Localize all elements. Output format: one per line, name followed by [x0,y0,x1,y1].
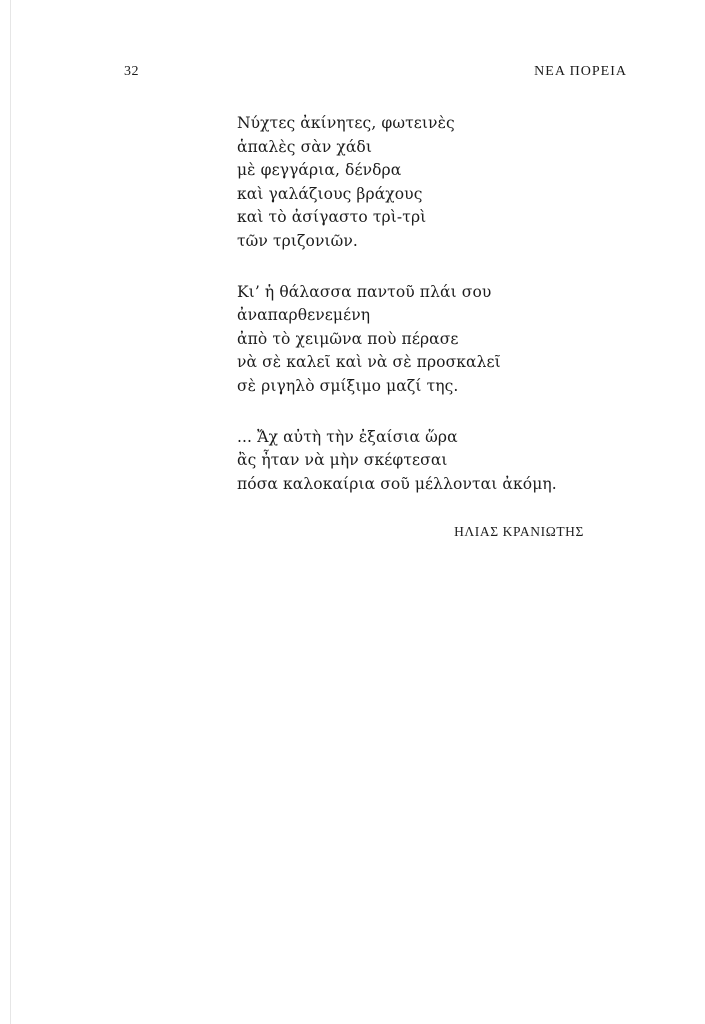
poem-line: τῶν τριζονιῶν. [237,231,358,250]
poem-line: πόσα καλοκαίρια σοῦ μέλλονται ἀκόμη. [237,474,557,493]
scan-edge-line [10,0,11,1024]
poem-author: ΗΛΙΑΣ ΚΡΑΝΙΩΤΗΣ [454,524,584,539]
stanza-3 [237,426,637,497]
page-number: 32 [124,64,139,79]
poem-line: ἀναπαρθενεμένη [237,306,371,325]
poem-line: ἀπὸ τὸ χειμῶνα ποὺ πέρασε [237,329,459,348]
poem-line: νὰ σὲ καλεῖ καὶ νὰ σὲ προσκαλεῖ [237,353,501,372]
poem-line: ... Ἄχ αὐτὴ τὴν ἐξαίσια ὥρα [237,427,458,446]
poem [237,112,637,523]
poem-line: Κι’ ἡ θάλασσα παντοῦ πλάι σου [237,282,492,301]
poem-line: καὶ γαλάζιους βράχους [237,184,423,203]
poem-line: μὲ φεγγάρια, δένδρα [237,161,402,180]
poem-line: ἁπαλὲς σὰν χάδι [237,137,373,156]
poem-line: ἂς ἦταν νὰ μὴν σκέφτεσαι [237,451,448,470]
poem-line: σὲ ριγηλὸ σμίξιμο μαζί της. [237,376,459,395]
running-title: ΝΕΑ ΠΟΡΕΙΑ [534,64,627,79]
poem-line: Νύχτες ἀκίνητες, φωτεινὲς [237,114,455,132]
stanza-1 [237,112,637,254]
poem-line: καὶ τὸ ἀσίγαστο τρὶ-τρὶ [237,208,427,227]
stanza-2 [237,281,637,399]
